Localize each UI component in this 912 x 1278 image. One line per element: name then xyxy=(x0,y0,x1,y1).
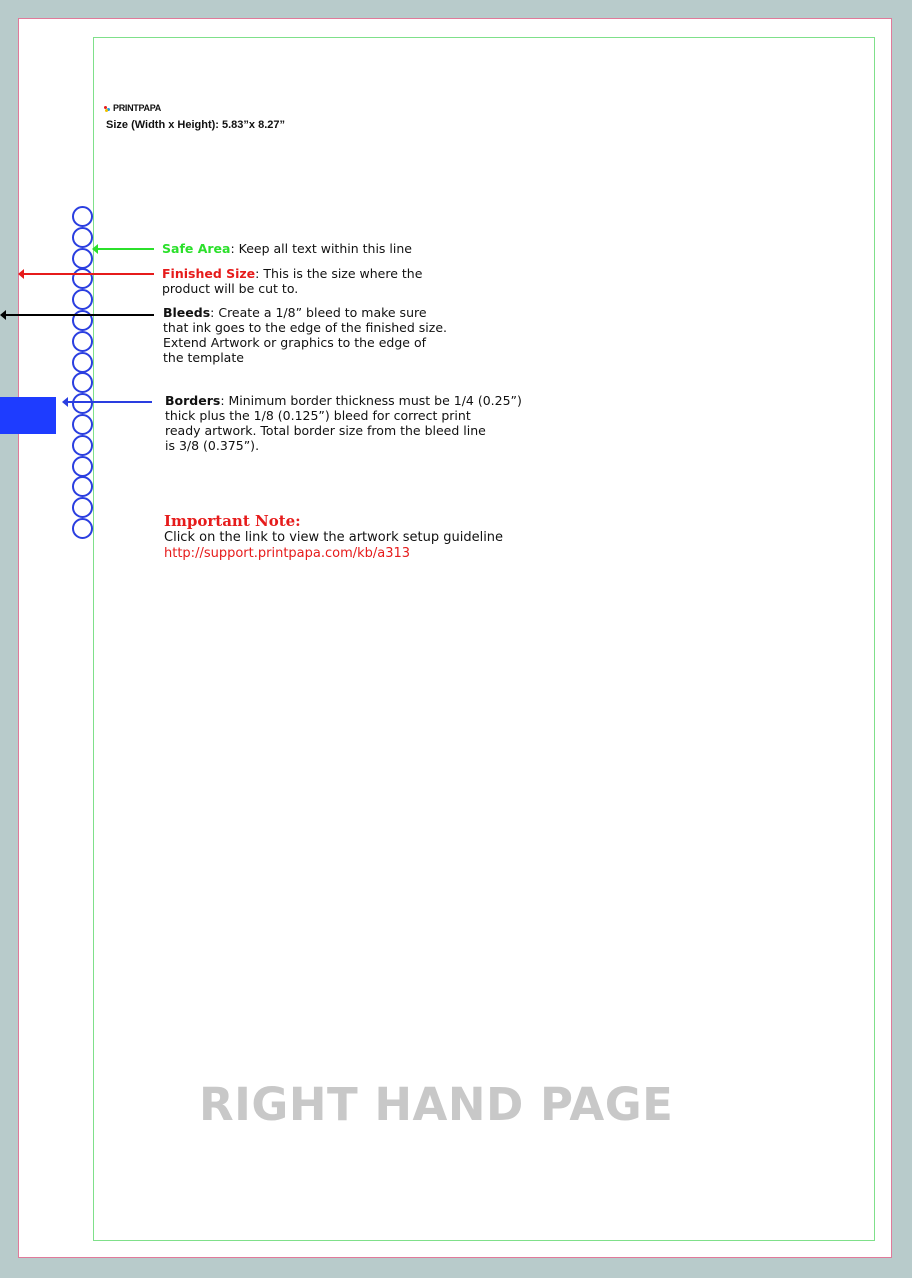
ring-binding-icon xyxy=(72,206,93,227)
border-sample-block xyxy=(0,397,56,434)
borders-arrow xyxy=(64,401,152,403)
safe-area-line xyxy=(93,37,875,1241)
borders-line: ready artwork. Total border size from the bleed line xyxy=(165,423,486,438)
safe-area-label: Safe Area xyxy=(162,241,231,256)
finished-size-note xyxy=(162,266,422,296)
ring-binding-icon xyxy=(72,518,93,539)
bleeds-arrow xyxy=(2,314,154,316)
safe-area-text: : Keep all text within this line xyxy=(230,241,412,256)
logo-mark-icon xyxy=(104,106,112,112)
size-label: Size (Width x Height): 5.83”x 8.27” xyxy=(106,119,285,131)
bleeds-label: Bleeds xyxy=(163,305,211,320)
finished-size-line: product will be cut to. xyxy=(162,281,299,296)
ring-binding-icon xyxy=(72,227,93,248)
ring-binding-icon xyxy=(72,352,93,373)
important-note-body: Click on the link to view the artwork setup guideline xyxy=(164,530,504,545)
bleeds-line: the template xyxy=(163,350,244,365)
ring-binding-icon xyxy=(72,435,93,456)
logo-text: PRINTPAPA xyxy=(113,103,161,113)
right-hand-page-watermark: RIGHT HAND PAGE xyxy=(199,1078,674,1131)
ring-binding-icon xyxy=(72,331,93,352)
borders-line: thick plus the 1/8 (0.125”) bleed for correct print xyxy=(165,408,471,423)
borders-line: : Minimum border thickness must be 1/4 (0.25”) xyxy=(220,393,522,408)
borders-label: Borders xyxy=(165,393,221,408)
ring-binding-icon xyxy=(72,456,93,477)
bleeds-note xyxy=(163,305,447,365)
ring-binding-icon xyxy=(72,414,93,435)
borders-note xyxy=(165,393,522,453)
finished-size-arrow xyxy=(20,273,154,275)
bleeds-line: : Create a 1/8” bleed to make sure xyxy=(210,305,427,320)
safe-area-arrow xyxy=(94,248,154,250)
ring-binding-icon xyxy=(72,248,93,269)
safe-area-note xyxy=(162,241,412,256)
bleeds-line: that ink goes to the edge of the finished size. xyxy=(163,320,447,335)
bleeds-line: Extend Artwork or graphics to the edge of xyxy=(163,335,426,350)
important-note-title: Important Note: xyxy=(164,512,301,530)
guideline-link[interactable]: http://support.printpapa.com/kb/a313 xyxy=(164,546,411,561)
finished-size-label: Finished Size xyxy=(162,266,256,281)
printpapa-logo xyxy=(104,103,161,113)
finished-size-line: : This is the size where the xyxy=(255,266,423,281)
borders-line: is 3/8 (0.375”). xyxy=(165,438,260,453)
